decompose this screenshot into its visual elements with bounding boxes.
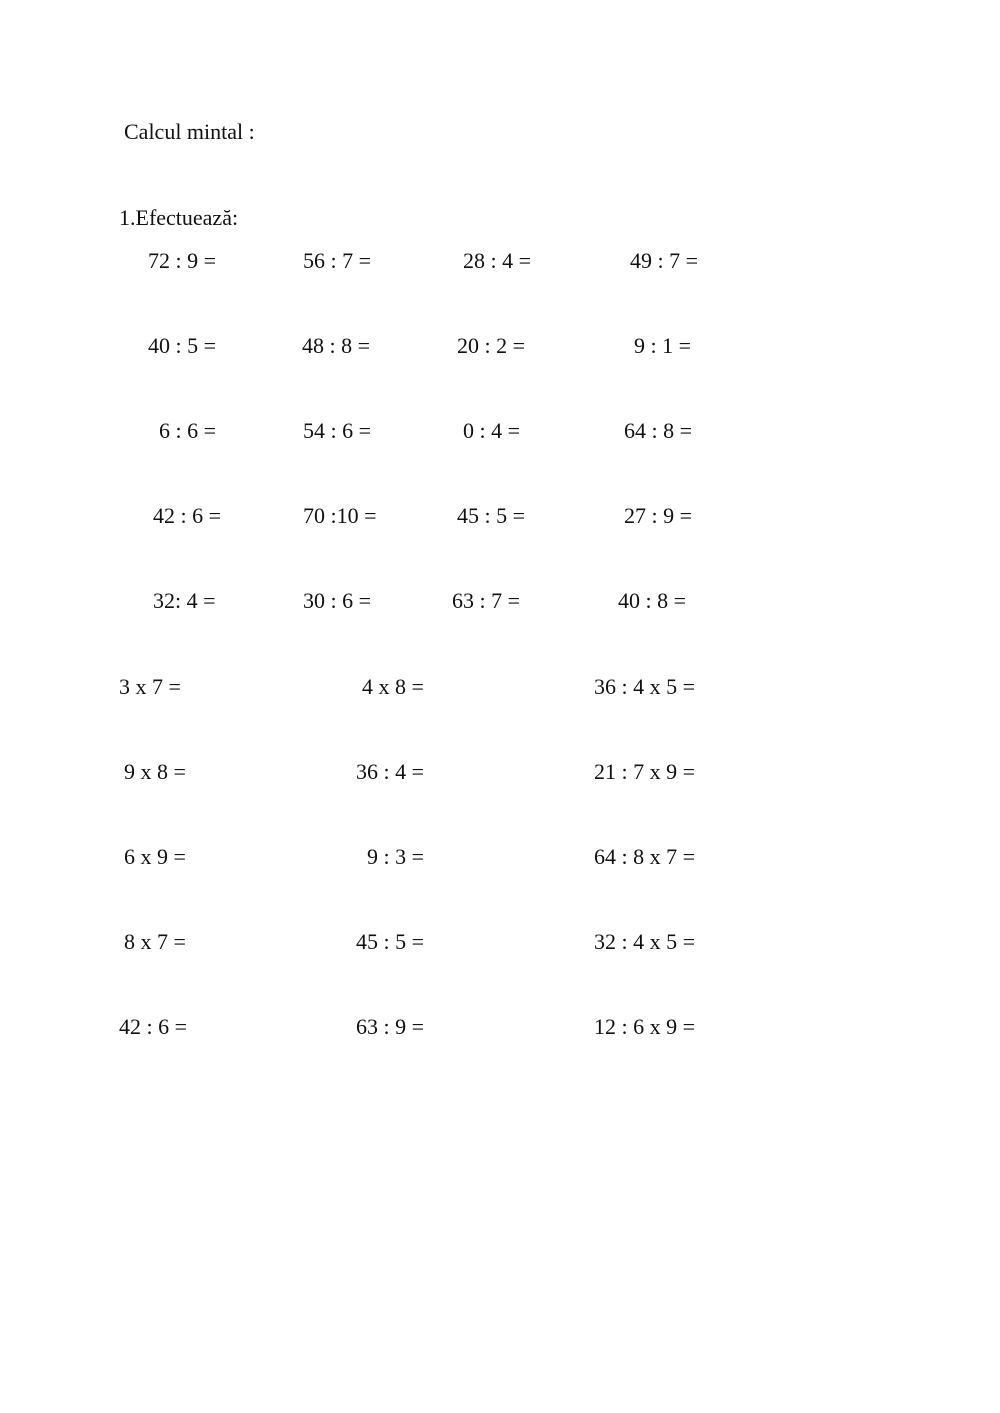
division-problem: 32: 4 =	[153, 588, 216, 613]
division-problem: 20 : 2 =	[457, 333, 526, 358]
division-problem: 42 : 6 =	[153, 503, 222, 528]
mixed-problem: 45 : 5 =	[356, 929, 425, 954]
mixed-problem: 12 : 6 x 9 =	[594, 1014, 696, 1039]
mixed-problem: 32 : 4 x 5 =	[594, 929, 696, 954]
division-problem: 49 : 7 =	[630, 248, 699, 273]
worksheet-title: Calcul mintal :	[124, 119, 255, 144]
mixed-problem: 6 x 9 =	[124, 844, 186, 869]
division-problem: 6 : 6 =	[159, 418, 217, 443]
mixed-problem: 21 : 7 x 9 =	[594, 759, 696, 784]
mixed-problem: 36 : 4 x 5 =	[594, 674, 696, 699]
division-problem: 45 : 5 =	[457, 503, 526, 528]
division-problem: 40 : 5 =	[148, 333, 217, 358]
division-problem: 70 :10 =	[303, 503, 377, 528]
division-problem: 72 : 9 =	[148, 248, 217, 273]
division-problem: 64 : 8 =	[624, 418, 693, 443]
division-problem: 28 : 4 =	[463, 248, 532, 273]
division-problem: 63 : 7 =	[452, 588, 521, 613]
division-problem: 48 : 8 =	[302, 333, 371, 358]
mixed-problem: 4 x 8 =	[362, 674, 424, 699]
division-problem: 9 : 1 =	[634, 333, 692, 358]
mixed-problem: 9 : 3 =	[367, 844, 425, 869]
mixed-problem: 8 x 7 =	[124, 929, 186, 954]
division-problem: 27 : 9 =	[624, 503, 693, 528]
division-problem: 40 : 8 =	[618, 588, 687, 613]
division-problem: 56 : 7 =	[303, 248, 372, 273]
division-problem: 54 : 6 =	[303, 418, 372, 443]
mixed-problem: 9 x 8 =	[124, 759, 186, 784]
exercise-label: 1.Efectuează:	[119, 205, 239, 230]
mixed-problem: 42 : 6 =	[119, 1014, 188, 1039]
mixed-problem: 36 : 4 =	[356, 759, 425, 784]
division-problem: 0 : 4 =	[463, 418, 521, 443]
mixed-problem: 3 x 7 =	[119, 674, 181, 699]
division-problem: 30 : 6 =	[303, 588, 372, 613]
mixed-problem: 63 : 9 =	[356, 1014, 425, 1039]
mixed-problem: 64 : 8 x 7 =	[594, 844, 696, 869]
